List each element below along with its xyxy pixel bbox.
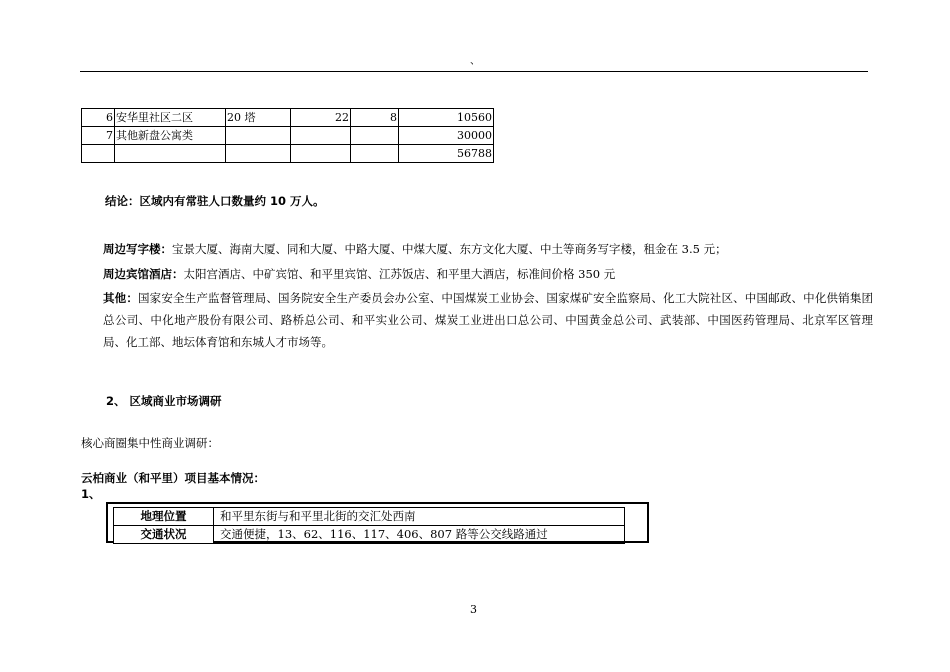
table-cell: 10560 <box>399 109 494 127</box>
other-text: 国家安全生产监督管理局、国务院安全生产委员会办公室、中国煤炭工业协会、国家煤矿安全监察局、化工大院社区、中国邮政、中化供销集团总公司、中化地产股份有限公司、路桥总公司、和平实业公司、煤炭工业进出口总公司、中国黄金总公司、武装部、中国医药管理局、北京军区管理局、化工部、地坛体育馆和东城人才市场等。 <box>103 291 874 349</box>
info-key: 地理位置 <box>114 508 214 526</box>
table-cell <box>115 145 226 163</box>
table-cell: 30000 <box>399 127 494 145</box>
table-cell <box>82 145 115 163</box>
header-rule <box>80 71 868 72</box>
table-cell: 20 塔 <box>226 109 291 127</box>
hotel-label: 周边宾馆酒店： <box>103 267 184 281</box>
table-cell: 其他新盘公寓类 <box>115 127 226 145</box>
table-row <box>82 109 494 127</box>
table-cell: 6 <box>82 109 115 127</box>
table-cell <box>351 127 399 145</box>
table-cell <box>226 127 291 145</box>
other-label: 其他： <box>103 291 139 305</box>
other-paragraph <box>103 287 873 353</box>
table-row <box>82 145 494 163</box>
hotel-text: 太阳宫酒店、中矿宾馆、和平里宾馆、江苏饭店、和平里大酒店，标准间价格 350 元 <box>183 267 616 281</box>
page-number: 3 <box>470 603 477 616</box>
header-mark: 、 <box>470 56 480 67</box>
table-row <box>82 127 494 145</box>
table-cell <box>351 145 399 163</box>
project-title: 云柏商业（和平里）项目基本情况： <box>81 471 265 485</box>
info-value: 和平里东街与和平里北街的交汇处西南 <box>214 508 625 526</box>
info-key: 交通状况 <box>114 526 214 544</box>
table-cell <box>291 145 351 163</box>
table-cell: 22 <box>291 109 351 127</box>
population-table <box>81 108 494 163</box>
core-title: 核心商圈集中性商业调研： <box>81 436 219 450</box>
office-paragraph <box>103 241 727 257</box>
table-row <box>114 508 625 526</box>
section-heading: 2、 区域商业市场调研 <box>106 394 222 408</box>
table-total: 56788 <box>399 145 494 163</box>
table-cell <box>291 127 351 145</box>
office-text: 宝景大厦、海南大厦、同和大厦、中路大厦、中煤大厦、东方文化大厦、中土等商务写字楼，租金在 3.5 元； <box>172 242 727 256</box>
table-cell: 7 <box>82 127 115 145</box>
office-label: 周边写字楼： <box>103 242 172 256</box>
table-cell: 8 <box>351 109 399 127</box>
project-info-table <box>113 507 625 544</box>
conclusion: 结论：区域内有常驻人口数量约 10 万人。 <box>105 194 325 208</box>
table-cell: 安华里社区二区 <box>115 109 226 127</box>
item-number: 1、 <box>81 487 101 501</box>
info-value: 交通便捷，13、62、116、117、406、807 路等公交线路通过 <box>214 526 625 544</box>
table-cell <box>226 145 291 163</box>
hotel-paragraph <box>103 266 615 282</box>
table-row <box>114 526 625 544</box>
